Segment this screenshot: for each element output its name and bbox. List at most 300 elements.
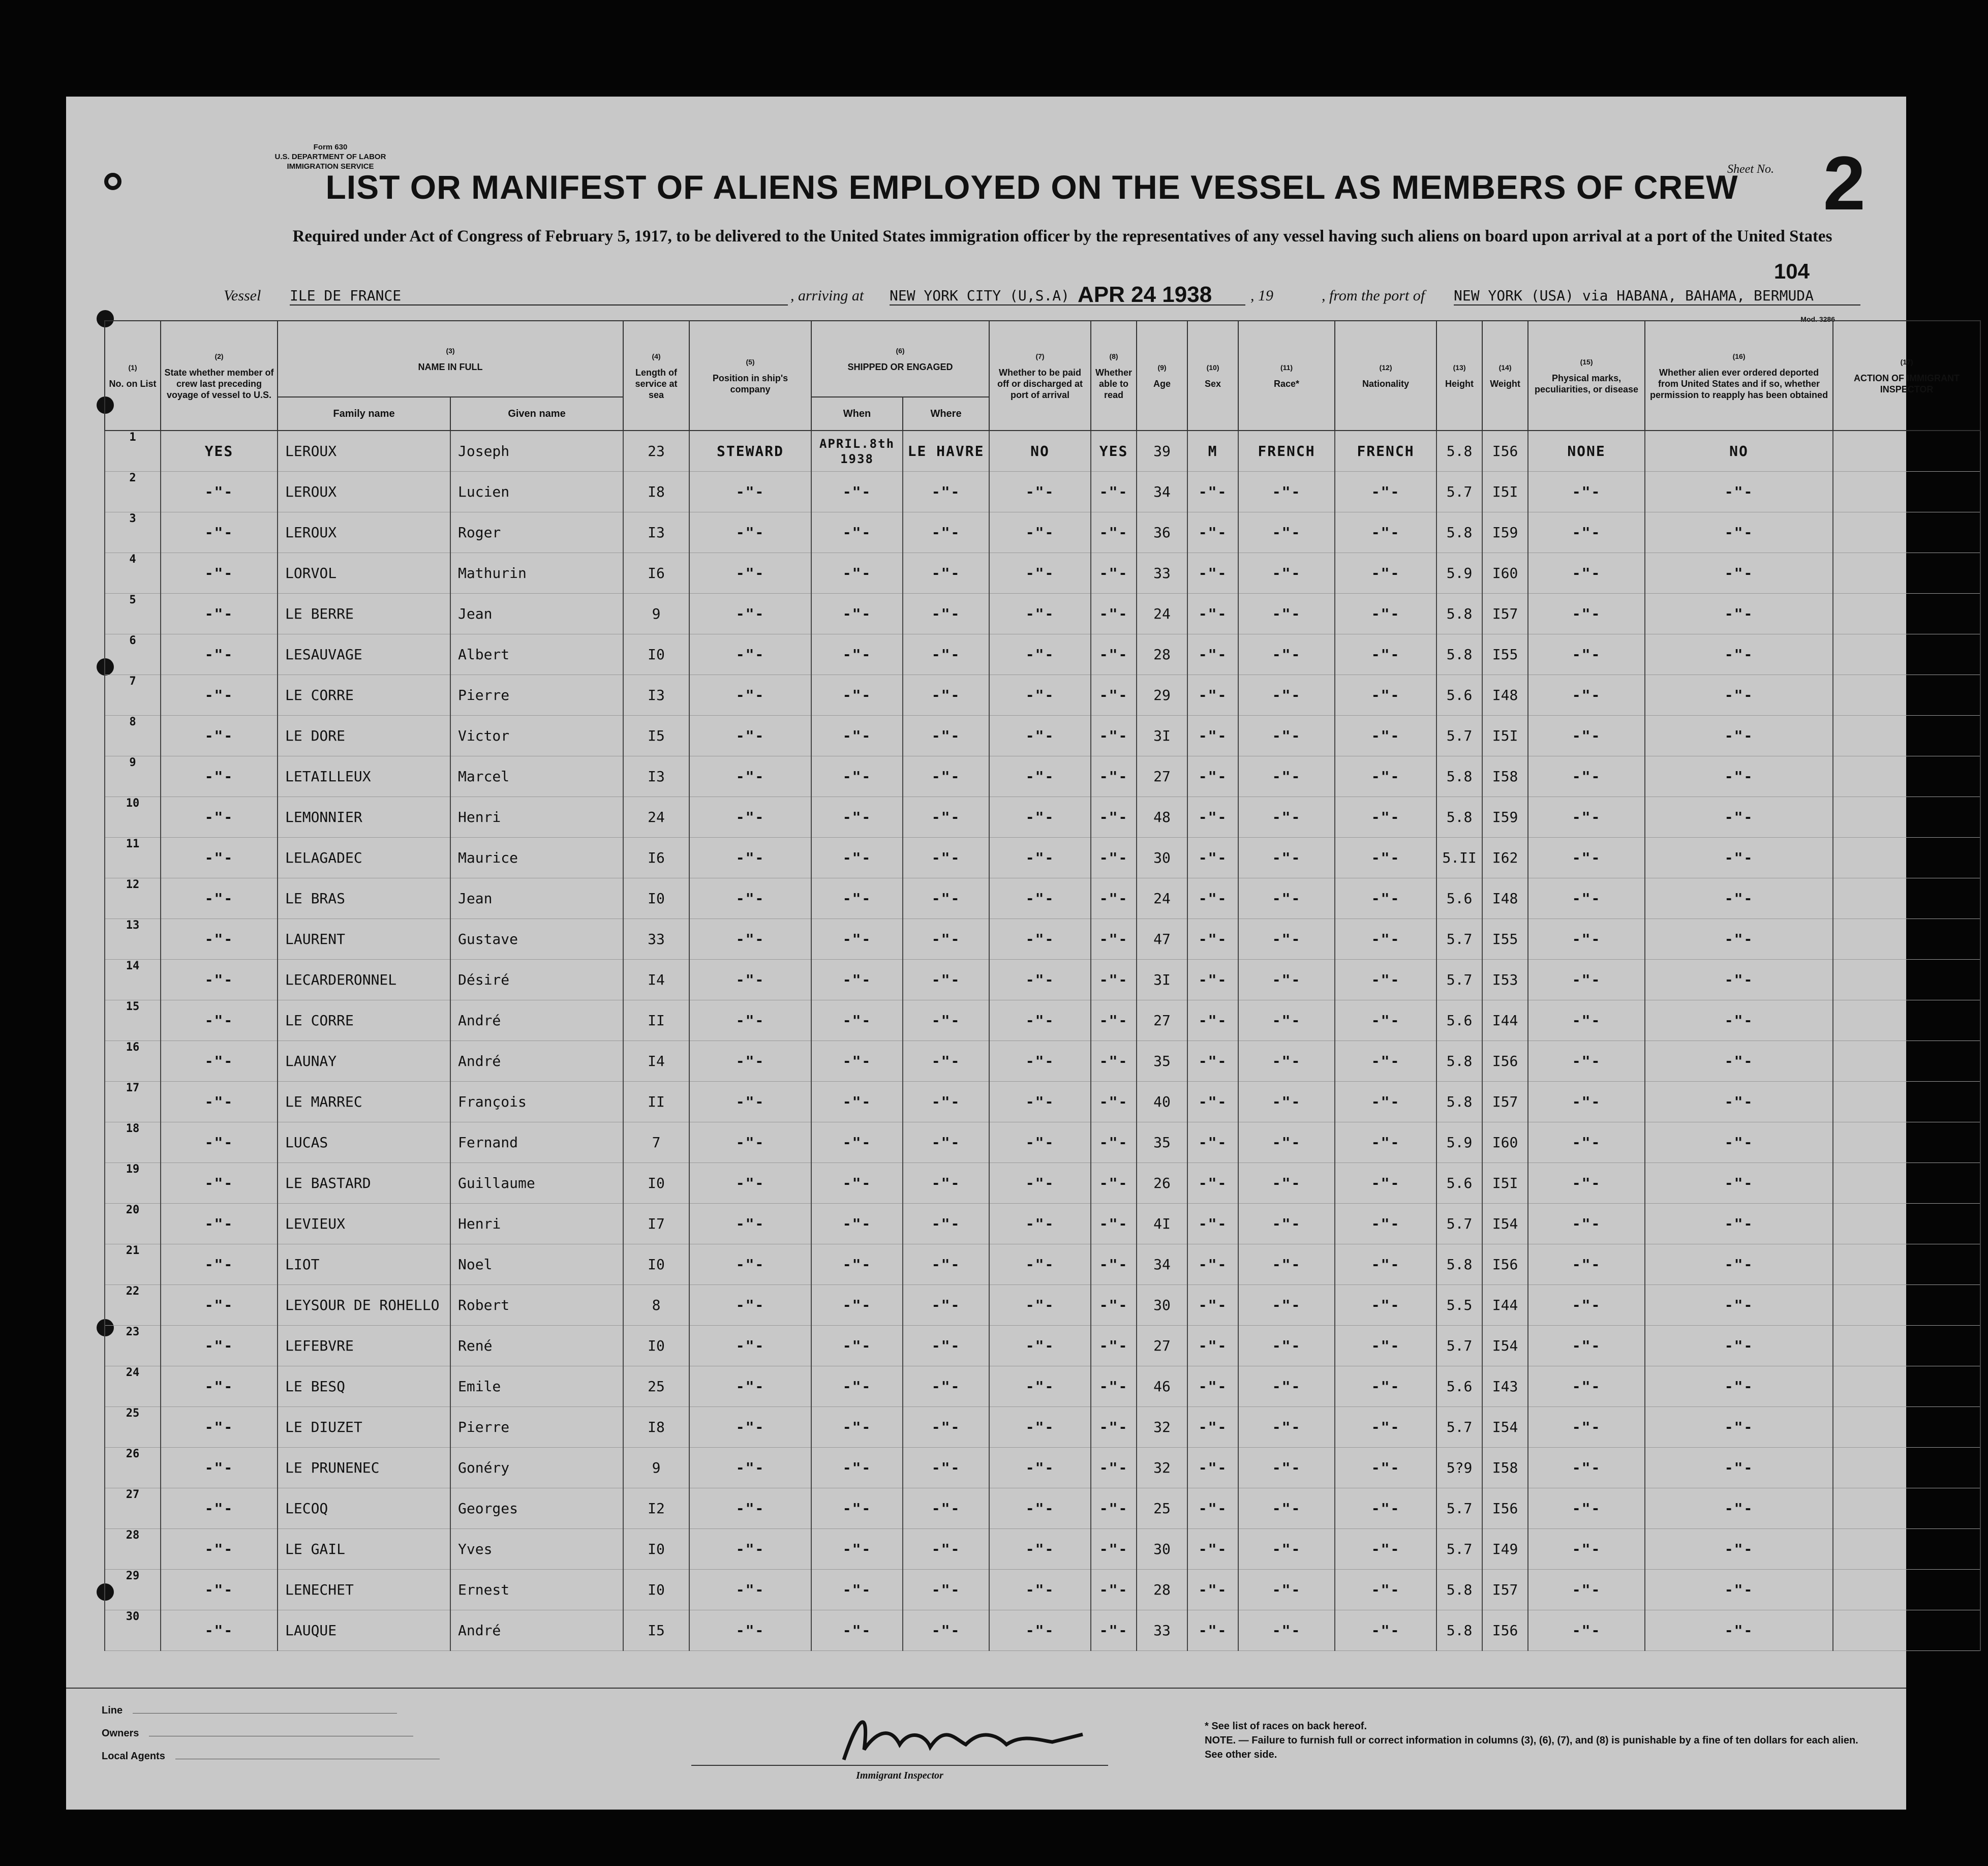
member-cell: -"-	[161, 1529, 278, 1570]
age-cell: 32	[1137, 1407, 1187, 1448]
read-cell: -"-	[1091, 1122, 1137, 1163]
family-name-cell: LEROUX	[278, 472, 450, 512]
action-cell	[1833, 553, 1980, 594]
read-cell: -"-	[1091, 1204, 1137, 1244]
table-row	[105, 1204, 1980, 1244]
table-row	[105, 1326, 1980, 1366]
when-cell: -"-	[811, 1163, 903, 1204]
family-name-cell: LE PRUNENEC	[278, 1448, 450, 1488]
deported-cell: -"-	[1645, 1082, 1833, 1122]
nationality-cell: -"-	[1335, 1244, 1436, 1285]
marks-cell: -"-	[1528, 1448, 1645, 1488]
height-cell: 5.8	[1436, 797, 1482, 838]
where-cell: -"-	[903, 1082, 989, 1122]
race-cell: -"-	[1238, 1366, 1335, 1407]
action-cell	[1833, 1488, 1980, 1529]
height-cell: 5.6	[1436, 1000, 1482, 1041]
where-cell: -"-	[903, 1570, 989, 1610]
position-cell: -"-	[689, 1570, 811, 1610]
member-cell: -"-	[161, 553, 278, 594]
position-cell: -"-	[689, 1448, 811, 1488]
read-cell: -"-	[1091, 675, 1137, 716]
race-cell: -"-	[1238, 797, 1335, 838]
nationality-cell: -"-	[1335, 1366, 1436, 1407]
given-name-cell: Lucien	[450, 472, 623, 512]
action-cell	[1833, 716, 1980, 756]
where-cell: -"-	[903, 1285, 989, 1326]
action-cell	[1833, 919, 1980, 960]
where-cell: -"-	[903, 553, 989, 594]
where-cell: -"-	[903, 1448, 989, 1488]
family-name-cell: LEYSOUR DE ROHELLO	[278, 1285, 450, 1326]
position-cell: -"-	[689, 1407, 811, 1448]
sheet-number: 2	[1823, 140, 1865, 226]
sex-cell: -"-	[1187, 472, 1238, 512]
family-name-cell: LEFEBVRE	[278, 1326, 450, 1366]
vessel-label: Vessel	[224, 287, 261, 304]
service-cell: I0	[623, 1570, 689, 1610]
deported-cell: -"-	[1645, 1041, 1833, 1082]
height-cell: 5.8	[1436, 594, 1482, 634]
nationality-cell: -"-	[1335, 878, 1436, 919]
given-name-cell: Joseph	[450, 431, 623, 472]
where-cell: -"-	[903, 1366, 989, 1407]
race-cell: -"-	[1238, 472, 1335, 512]
signature-line	[691, 1765, 1108, 1766]
marks-cell: -"-	[1528, 1041, 1645, 1082]
line-number: 27	[105, 1488, 161, 1529]
marks-cell: -"-	[1528, 1529, 1645, 1570]
form-department: U.S. DEPARTMENT OF LABOR	[274, 152, 386, 161]
sex-cell: -"-	[1187, 1122, 1238, 1163]
read-cell: -"-	[1091, 472, 1137, 512]
deported-cell: -"-	[1645, 960, 1833, 1000]
family-name-cell: LAURENT	[278, 919, 450, 960]
read-cell: -"-	[1091, 1082, 1137, 1122]
header-name: (3) NAME IN FULL	[278, 321, 623, 397]
member-cell: -"-	[161, 1407, 278, 1448]
member-cell: -"-	[161, 1285, 278, 1326]
action-cell	[1833, 431, 1980, 472]
age-cell: 40	[1137, 1082, 1187, 1122]
weight-cell: I56	[1482, 431, 1528, 472]
weight-cell: I49	[1482, 1529, 1528, 1570]
action-cell	[1833, 1244, 1980, 1285]
position-cell: -"-	[689, 1204, 811, 1244]
paid-off-cell: -"-	[989, 1529, 1091, 1570]
when-cell: -"-	[811, 1448, 903, 1488]
member-cell: -"-	[161, 1000, 278, 1041]
height-cell: 5.6	[1436, 675, 1482, 716]
when-cell: -"-	[811, 472, 903, 512]
read-cell: -"-	[1091, 1570, 1137, 1610]
where-cell: -"-	[903, 1000, 989, 1041]
line-number: 20	[105, 1204, 161, 1244]
sex-cell: -"-	[1187, 1407, 1238, 1448]
line-number: 19	[105, 1163, 161, 1204]
table-row	[105, 1610, 1980, 1651]
table-row	[105, 919, 1980, 960]
member-cell: -"-	[161, 1204, 278, 1244]
where-cell: -"-	[903, 675, 989, 716]
manifest-sheet	[66, 97, 1960, 1810]
sex-cell: -"-	[1187, 1366, 1238, 1407]
read-cell: -"-	[1091, 716, 1137, 756]
table-row	[105, 1529, 1980, 1570]
family-name-cell: LECOQ	[278, 1488, 450, 1529]
action-cell	[1833, 472, 1980, 512]
sex-cell: -"-	[1187, 878, 1238, 919]
where-cell: -"-	[903, 716, 989, 756]
header-where: Where	[903, 397, 989, 431]
when-cell: APRIL.8th 1938	[811, 431, 903, 472]
header-given-name: Given name	[450, 397, 623, 431]
service-cell: I3	[623, 675, 689, 716]
age-cell: 27	[1137, 1000, 1187, 1041]
position-cell: -"-	[689, 960, 811, 1000]
line-number: 14	[105, 960, 161, 1000]
age-cell: 33	[1137, 553, 1187, 594]
race-cell: FRENCH	[1238, 431, 1335, 472]
position-cell: -"-	[689, 1122, 811, 1163]
line-number: 5	[105, 594, 161, 634]
deported-cell: -"-	[1645, 1204, 1833, 1244]
weight-cell: I56	[1482, 1244, 1528, 1285]
weight-cell: I54	[1482, 1204, 1528, 1244]
table-row	[105, 1366, 1980, 1407]
family-name-cell: LE BRAS	[278, 878, 450, 919]
race-cell: -"-	[1238, 1122, 1335, 1163]
weight-cell: I5I	[1482, 1163, 1528, 1204]
weight-cell: I55	[1482, 634, 1528, 675]
position-cell: -"-	[689, 512, 811, 553]
read-cell: -"-	[1091, 1529, 1137, 1570]
crew-table	[104, 320, 1981, 1651]
service-cell: I0	[623, 634, 689, 675]
line-number: 21	[105, 1244, 161, 1285]
given-name-cell: Jean	[450, 878, 623, 919]
weight-cell: I60	[1482, 1122, 1528, 1163]
height-cell: 5.9	[1436, 1122, 1482, 1163]
height-cell: 5.7	[1436, 1529, 1482, 1570]
sex-cell: -"-	[1187, 1041, 1238, 1082]
position-cell: -"-	[689, 1488, 811, 1529]
service-cell: II	[623, 1000, 689, 1041]
race-cell: -"-	[1238, 1082, 1335, 1122]
age-cell: 28	[1137, 1570, 1187, 1610]
header-member: (2) State whether member of crew last preceding voyage of vessel to U.S.	[161, 321, 278, 431]
nationality-cell: -"-	[1335, 1610, 1436, 1651]
given-name-cell: Mathurin	[450, 553, 623, 594]
table-row	[105, 1244, 1980, 1285]
header-service: (4) Length of service at sea	[623, 321, 689, 431]
given-name-cell: Roger	[450, 512, 623, 553]
member-cell: -"-	[161, 1244, 278, 1285]
age-cell: 35	[1137, 1041, 1187, 1082]
nationality-cell: -"-	[1335, 1326, 1436, 1366]
position-cell: -"-	[689, 594, 811, 634]
paid-off-cell: -"-	[989, 1610, 1091, 1651]
height-cell: 5.6	[1436, 1366, 1482, 1407]
table-row	[105, 716, 1980, 756]
line-number: 26	[105, 1448, 161, 1488]
age-cell: 28	[1137, 634, 1187, 675]
when-cell: -"-	[811, 960, 903, 1000]
family-name-cell: LE MARREC	[278, 1082, 450, 1122]
sex-cell: -"-	[1187, 919, 1238, 960]
paid-off-cell: -"-	[989, 716, 1091, 756]
race-cell: -"-	[1238, 1285, 1335, 1326]
position-cell: -"-	[689, 1529, 811, 1570]
inspector-label: Immigrant Inspector	[856, 1770, 943, 1781]
line-number: 4	[105, 553, 161, 594]
deported-cell: -"-	[1645, 756, 1833, 797]
from-port: NEW YORK (USA) via HABANA, BAHAMA, BERMUDA	[1454, 287, 1860, 305]
marks-cell: NONE	[1528, 431, 1645, 472]
action-cell	[1833, 512, 1980, 553]
weight-cell: I57	[1482, 1570, 1528, 1610]
member-cell: -"-	[161, 634, 278, 675]
age-cell: 30	[1137, 838, 1187, 878]
service-cell: I0	[623, 1529, 689, 1570]
race-cell: -"-	[1238, 1326, 1335, 1366]
height-cell: 5.7	[1436, 1326, 1482, 1366]
age-cell: 3I	[1137, 716, 1187, 756]
service-cell: I2	[623, 1488, 689, 1529]
member-cell: -"-	[161, 675, 278, 716]
service-cell: I0	[623, 1326, 689, 1366]
paid-off-cell: -"-	[989, 1122, 1091, 1163]
weight-cell: I56	[1482, 1610, 1528, 1651]
member-cell: -"-	[161, 716, 278, 756]
header-height: (13) Height	[1436, 321, 1482, 431]
position-cell: -"-	[689, 1041, 811, 1082]
nationality-cell: -"-	[1335, 838, 1436, 878]
sex-cell: -"-	[1187, 553, 1238, 594]
sex-cell: -"-	[1187, 1204, 1238, 1244]
deported-cell: -"-	[1645, 1326, 1833, 1366]
age-cell: 29	[1137, 675, 1187, 716]
nationality-cell: -"-	[1335, 512, 1436, 553]
read-cell: -"-	[1091, 838, 1137, 878]
height-cell: 5.8	[1436, 1244, 1482, 1285]
weight-cell: I54	[1482, 1407, 1528, 1448]
action-cell	[1833, 1407, 1980, 1448]
deported-cell: -"-	[1645, 1366, 1833, 1407]
nationality-cell: -"-	[1335, 797, 1436, 838]
header-position: (5) Position in ship's company	[689, 321, 811, 431]
marks-cell: -"-	[1528, 553, 1645, 594]
line-number: 6	[105, 634, 161, 675]
given-name-cell: André	[450, 1041, 623, 1082]
position-cell: -"-	[689, 675, 811, 716]
member-cell: -"-	[161, 838, 278, 878]
age-cell: 27	[1137, 756, 1187, 797]
sex-cell: -"-	[1187, 1000, 1238, 1041]
position-cell: -"-	[689, 1285, 811, 1326]
read-cell: -"-	[1091, 878, 1137, 919]
action-cell	[1833, 1082, 1980, 1122]
age-cell: 30	[1137, 1285, 1187, 1326]
age-cell: 34	[1137, 472, 1187, 512]
race-cell: -"-	[1238, 878, 1335, 919]
height-cell: 5.8	[1436, 756, 1482, 797]
where-cell: -"-	[903, 1407, 989, 1448]
action-cell	[1833, 1570, 1980, 1610]
given-name-cell: Désiré	[450, 960, 623, 1000]
paid-off-cell: -"-	[989, 1000, 1091, 1041]
page-title: LIST OR MANIFEST OF ALIENS EMPLOYED ON THE VESSEL AS MEMBERS OF CREW	[325, 168, 1738, 206]
when-cell: -"-	[811, 1204, 903, 1244]
table-row	[105, 431, 1980, 472]
weight-cell: I54	[1482, 1326, 1528, 1366]
service-cell: I6	[623, 553, 689, 594]
age-cell: 46	[1137, 1366, 1187, 1407]
age-cell: 26	[1137, 1163, 1187, 1204]
action-cell	[1833, 1041, 1980, 1082]
deported-cell: -"-	[1645, 1488, 1833, 1529]
read-cell: -"-	[1091, 1163, 1137, 1204]
family-name-cell: LORVOL	[278, 553, 450, 594]
marks-cell: -"-	[1528, 1610, 1645, 1651]
given-name-cell: Gustave	[450, 919, 623, 960]
marks-cell: -"-	[1528, 756, 1645, 797]
position-cell: -"-	[689, 1000, 811, 1041]
action-cell	[1833, 594, 1980, 634]
position-cell: -"-	[689, 1326, 811, 1366]
member-cell: -"-	[161, 1448, 278, 1488]
weight-cell: I59	[1482, 797, 1528, 838]
paid-off-cell: -"-	[989, 675, 1091, 716]
given-name-cell: Gonéry	[450, 1448, 623, 1488]
race-cell: -"-	[1238, 512, 1335, 553]
where-cell: -"-	[903, 1204, 989, 1244]
deported-cell: -"-	[1645, 634, 1833, 675]
read-cell: -"-	[1091, 553, 1137, 594]
line-number: 23	[105, 1326, 161, 1366]
vessel-line	[224, 282, 1901, 313]
height-cell: 5.7	[1436, 1204, 1482, 1244]
action-cell	[1833, 1448, 1980, 1488]
mod-number: Mod. 3286	[1800, 315, 1835, 323]
header-shipped: (6) SHIPPED OR ENGAGED	[811, 321, 989, 397]
family-name-cell: LUCAS	[278, 1122, 450, 1163]
header-action: (17) ACTION OF IMMIGRANT INSPECTOR	[1833, 321, 1980, 431]
member-cell: -"-	[161, 1082, 278, 1122]
weight-cell: I57	[1482, 1082, 1528, 1122]
where-cell: LE HAVRE	[903, 431, 989, 472]
member-cell: -"-	[161, 919, 278, 960]
weight-cell: I5I	[1482, 716, 1528, 756]
height-cell: 5.8	[1436, 512, 1482, 553]
family-name-cell: LAUQUE	[278, 1610, 450, 1651]
height-cell: 5.7	[1436, 472, 1482, 512]
when-cell: -"-	[811, 1326, 903, 1366]
height-cell: 5.8	[1436, 1082, 1482, 1122]
header-no: (1) No. on List	[105, 321, 161, 431]
height-cell: 5.5	[1436, 1285, 1482, 1326]
sex-cell: -"-	[1187, 1570, 1238, 1610]
family-name-cell: LELAGADEC	[278, 838, 450, 878]
deported-cell: -"-	[1645, 1529, 1833, 1570]
sex-cell: -"-	[1187, 634, 1238, 675]
given-name-cell: Guillaume	[450, 1163, 623, 1204]
footer-note	[1205, 1719, 1865, 1762]
race-note: * See list of races on back hereof.	[1205, 1721, 1367, 1732]
header-family-name: Family name	[278, 397, 450, 431]
footer	[66, 1688, 1906, 1811]
weight-cell: I48	[1482, 675, 1528, 716]
given-name-cell: Victor	[450, 716, 623, 756]
table-row	[105, 1285, 1980, 1326]
age-cell: 25	[1137, 1488, 1187, 1529]
position-cell: -"-	[689, 634, 811, 675]
marks-cell: -"-	[1528, 1082, 1645, 1122]
weight-cell: I60	[1482, 553, 1528, 594]
family-name-cell: LEROUX	[278, 431, 450, 472]
paid-off-cell: -"-	[989, 1366, 1091, 1407]
given-name-cell: Maurice	[450, 838, 623, 878]
nationality-cell: -"-	[1335, 756, 1436, 797]
race-cell: -"-	[1238, 675, 1335, 716]
action-cell	[1833, 878, 1980, 919]
paid-off-cell: -"-	[989, 878, 1091, 919]
action-cell	[1833, 1000, 1980, 1041]
action-cell	[1833, 960, 1980, 1000]
race-cell: -"-	[1238, 1204, 1335, 1244]
race-cell: -"-	[1238, 594, 1335, 634]
sex-cell: -"-	[1187, 756, 1238, 797]
service-cell: 9	[623, 1448, 689, 1488]
nationality-cell: -"-	[1335, 1448, 1436, 1488]
header-paid-off: (7) Whether to be paid off or discharged at port of arrival	[989, 321, 1091, 431]
member-cell: -"-	[161, 1122, 278, 1163]
line-number: 9	[105, 756, 161, 797]
given-name-cell: Pierre	[450, 1407, 623, 1448]
service-cell: I5	[623, 716, 689, 756]
deported-cell: -"-	[1645, 1448, 1833, 1488]
sex-cell: -"-	[1187, 1529, 1238, 1570]
given-name-cell: Pierre	[450, 675, 623, 716]
member-cell: -"-	[161, 756, 278, 797]
read-cell: -"-	[1091, 1488, 1137, 1529]
nationality-cell: -"-	[1335, 675, 1436, 716]
nationality-cell: -"-	[1335, 553, 1436, 594]
line-number: 2	[105, 472, 161, 512]
height-cell: 5.8	[1436, 1610, 1482, 1651]
race-cell: -"-	[1238, 716, 1335, 756]
paid-off-cell: -"-	[989, 797, 1091, 838]
given-name-cell: Noel	[450, 1244, 623, 1285]
service-cell: I3	[623, 756, 689, 797]
member-cell: -"-	[161, 1366, 278, 1407]
when-cell: -"-	[811, 1610, 903, 1651]
position-cell: -"-	[689, 1366, 811, 1407]
action-cell	[1833, 1366, 1980, 1407]
line-number: 10	[105, 797, 161, 838]
race-cell: -"-	[1238, 1610, 1335, 1651]
family-name-cell: LE DORE	[278, 716, 450, 756]
paid-off-cell: -"-	[989, 756, 1091, 797]
paid-off-cell: -"-	[989, 512, 1091, 553]
header-marks: (15) Physical marks, peculiarities, or disease	[1528, 321, 1645, 431]
given-name-cell: Emile	[450, 1366, 623, 1407]
read-cell: -"-	[1091, 512, 1137, 553]
weight-cell: I55	[1482, 919, 1528, 960]
family-name-cell: LENECHET	[278, 1570, 450, 1610]
deported-cell: NO	[1645, 431, 1833, 472]
member-cell: -"-	[161, 960, 278, 1000]
